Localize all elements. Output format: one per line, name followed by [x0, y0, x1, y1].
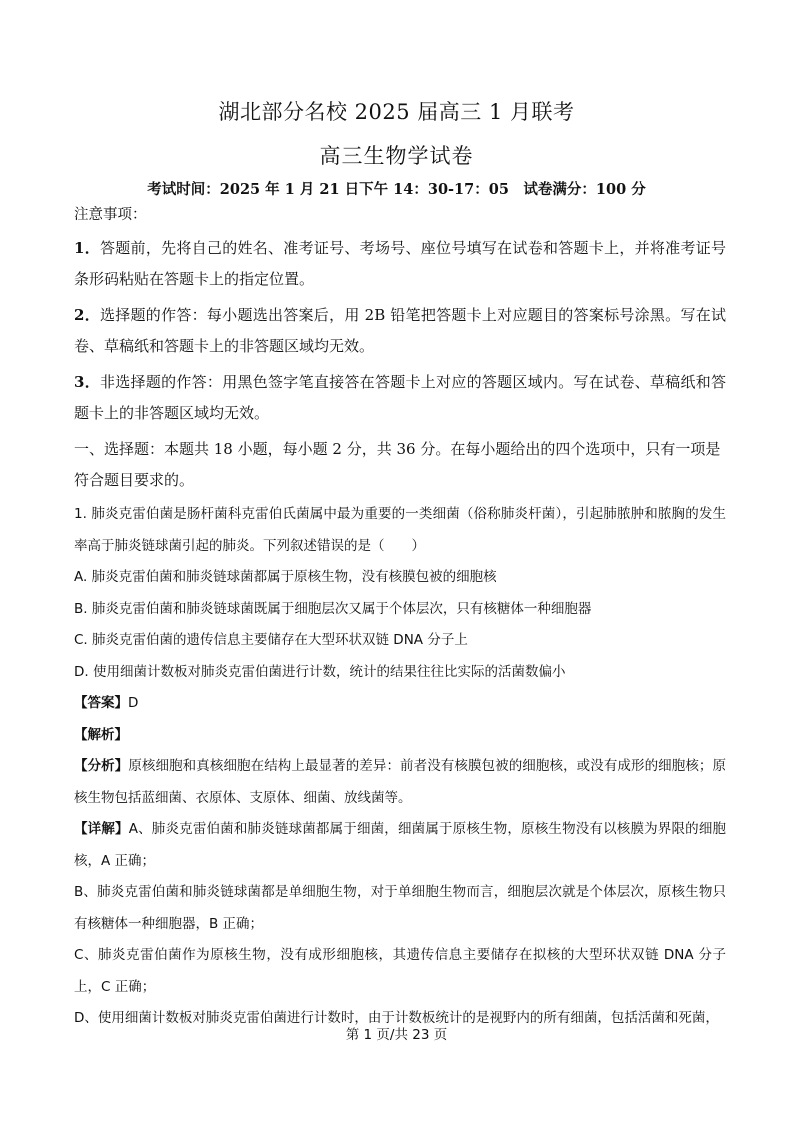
notice-item-number: 2．: [74, 306, 100, 324]
question-stem: 1. 肺炎克雷伯菌是肠杆菌科克雷伯氏菌属中最为重要的一类细菌（俗称肺炎杆菌），引起肺脓肿和脓胸的发生率高于肺炎链球菌引起的肺炎。下列叙述错误的是（ ）: [74, 506, 726, 554]
answer-tag: 【答案】: [74, 695, 128, 711]
analysis-xiangjie: [74, 814, 726, 877]
fenxi-tag: 【分析】: [74, 758, 129, 774]
page-title: 湖北部分名校 2025 届高三 1 月联考: [218, 100, 575, 124]
notice-item: [74, 367, 726, 429]
answer-line: [74, 688, 726, 720]
analysis-tag: 【解析】: [74, 726, 128, 743]
notice-item-text: 选择题的作答：每小题选出答案后，用 2B 铅笔把答题卡上对应题目的答案标号涂黑。写在试卷、草稿纸和答题卡上的非答题区域均无效。: [74, 306, 726, 355]
page-footer: 第 1 页/共 23 页: [345, 1027, 448, 1043]
notice-item-number: 3．: [74, 373, 100, 391]
analysis-heading: [74, 720, 726, 752]
detail-d: D、使用细菌计数板对肺炎克雷伯菌进行计数时，由于计数板统计的是视野内的所有细菌，包括活菌和死菌，: [74, 1010, 719, 1026]
fenxi-text: 原核细胞和真核细胞在结构上最显著的差异：前者没有核膜包被的细胞核，或没有成形的细胞核；原核生物包括蓝细菌、衣原体、支原体、细菌、放线菌等。: [74, 758, 727, 806]
option-d: D. 使用细菌计数板对肺炎克雷伯菌进行计数，统计的结果往往比实际的活菌数偏小: [74, 663, 566, 680]
exam-meta: 考试时间：2025 年 1 月 21 日下午 14：30-17：05 试卷满分：100 分: [147, 181, 646, 198]
answer-value: D: [128, 695, 139, 711]
option-c: C. 肺炎克雷伯菌的遗传信息主要储存在大型环状双链 DNA 分子上: [74, 632, 468, 648]
option-a: A. 肺炎克雷伯菌和肺炎链球菌都属于原核生物，没有核膜包被的细胞核: [74, 569, 497, 585]
notice-heading: 注意事项：: [74, 207, 147, 223]
notice-item-number: 1．: [74, 239, 100, 257]
notice-item-text: 答题前，先将自己的姓名、准考证号、考场号、座位号填写在试卷和答题卡上，并将准考证号条形码粘贴在答题卡上的指定位置。: [74, 239, 727, 288]
section-heading: 一、选择题：本题共 18 小题，每小题 2 分，共 36 分。在每小题给出的四个选项中，只有一项是符合题目要求的。: [74, 440, 721, 489]
page-subtitle: 高三生物学试卷: [319, 144, 474, 168]
question-1: [74, 499, 726, 1035]
notice-item: [74, 233, 726, 295]
xiangjie-tag: 【详解】: [74, 821, 129, 837]
exam-body: [74, 204, 726, 1035]
analysis-fenxi: [74, 751, 726, 814]
notice-item: [74, 300, 726, 362]
notice-item-text: 非选择题的作答：用黑色签字笔直接答在答题卡上对应的答题区域内。写在试卷、草稿纸和答题卡上的非答题区域均无效。: [74, 373, 727, 422]
detail-b: B、肺炎克雷伯菌和肺炎链球菌都是单细胞生物，对于单细胞生物而言，细胞层次就是个体层次，原核生物只有核糖体一种细胞器，B 正确；: [74, 884, 726, 932]
option-b: B. 肺炎克雷伯菌和肺炎链球菌既属于细胞层次又属于个体层次，只有核糖体一种细胞器: [74, 600, 592, 617]
detail-c: C、肺炎克雷伯菌作为原核生物，没有成形细胞核，其遗传信息主要储存在拟核的大型环状双链 DNA 分子上，C 正确；: [74, 947, 726, 995]
xiangjie-text: A、肺炎克雷伯菌和肺炎链球菌都属于细菌，细菌属于原核生物，原核生物没有以核膜为界限的细胞核，A 正确；: [74, 821, 727, 869]
